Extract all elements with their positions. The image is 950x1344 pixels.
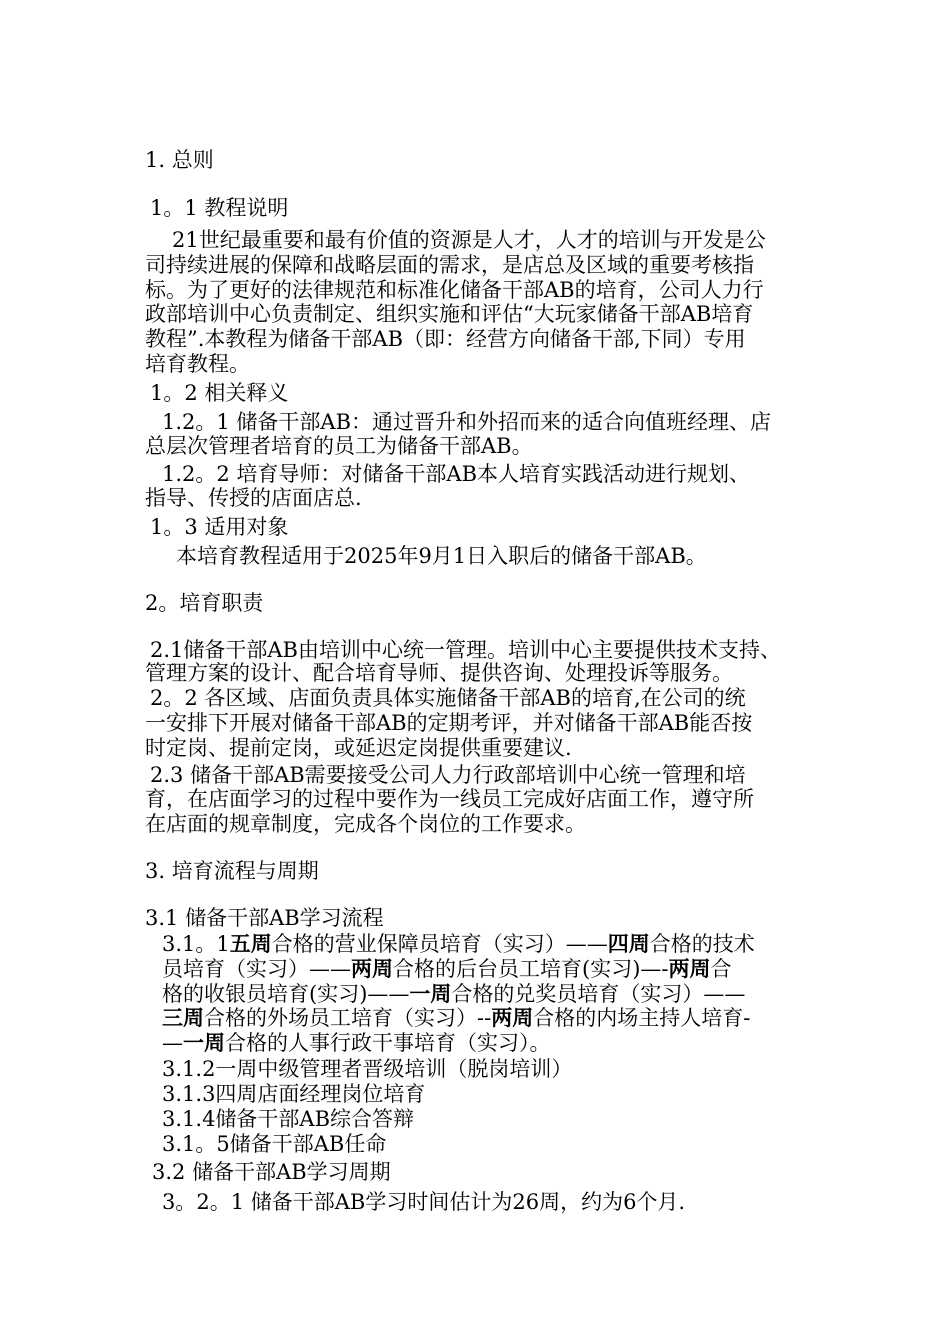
text-run: 合格的营业保障员培育（实习）——	[271, 932, 608, 956]
paragraph-line: 在店面的规章制度，完成各个岗位的工作要求。	[145, 812, 586, 836]
text-run: 合	[710, 957, 732, 981]
section-3-heading: 3. 培育流程与周期	[145, 859, 319, 883]
text-run: 合格的兑奖员培育（实习）——	[451, 982, 746, 1006]
section-1-heading: 1. 总则	[145, 148, 214, 172]
paragraph-line: 培育教程。	[145, 352, 250, 376]
paragraph-line: 1.2。1 储备干部AB：通过晋升和外招而来的适合向值班经理、店	[162, 410, 772, 434]
text-run: 合格的内场主持人培育-	[533, 1006, 751, 1030]
paragraph-line: 2.3 储备干部AB需要接受公司人力行政部培训中心统一管理和培	[150, 763, 746, 787]
paragraph-line: 标。为了更好的法律规范和标准化储备干部AB的培育，公司人力行	[145, 278, 764, 302]
bold-duration: 五周	[229, 931, 272, 956]
paragraph-line: 指导、传授的店面店总.	[145, 486, 362, 510]
paragraph-line: 教程”.本教程为储备干部AB（即：经营方向储备干部,下同）专用	[145, 327, 746, 351]
paragraph-line	[162, 931, 755, 957]
text-run: 合格的人事行政干事培育（实习）。	[225, 1031, 551, 1055]
paragraph-line: 1.2。2 培育导师：对储备干部AB本人培育实践活动进行规划、	[162, 462, 751, 486]
text-run: 合格的外场员工培育（实习）--	[204, 1006, 492, 1030]
section-1-2-heading: 1。2 相关释义	[150, 381, 289, 405]
paragraph-line	[162, 956, 731, 982]
bold-duration: 两周	[668, 956, 711, 981]
section-3-2-heading: 3.2 储备干部AB学习周期	[152, 1160, 391, 1184]
paragraph-line: 总层次管理者培育的员工为储备干部AB。	[145, 434, 533, 458]
paragraph-line: 司持续进展的保障和战略层面的需求，是店总及区域的重要考核指	[145, 253, 754, 277]
bold-duration: 一周	[409, 981, 452, 1006]
text-run: —	[162, 1031, 183, 1055]
list-item: 3.1。5储备干部AB任命	[162, 1132, 387, 1156]
text-run: 3.1。1	[162, 932, 230, 956]
paragraph-line: 2.1储备干部AB由培训中心统一管理。培训中心主要提供技术支持、	[150, 638, 781, 662]
paragraph-line: 政部培训中心负责制定、组织实施和评估“大玩家储备干部AB培育	[145, 302, 754, 326]
paragraph-line: 21世纪最重要和最有价值的资源是人才，人才的培训与开发是公	[172, 228, 766, 252]
bold-duration: 两周	[491, 1005, 534, 1030]
section-1-1-heading: 1。1 教程说明	[150, 196, 289, 220]
section-2-heading: 2。培育职责	[145, 591, 264, 615]
list-item: 3.1.2一周中级管理者晋级培训（脱岗培训）	[162, 1057, 573, 1081]
section-3-1-heading: 3.1 储备干部AB学习流程	[145, 906, 384, 930]
paragraph-line: 3。2。1 储备干部AB学习时间估计为26周，约为6个月.	[162, 1190, 686, 1214]
paragraph-line	[162, 1005, 750, 1031]
paragraph-line: 一安排下开展对储备干部AB的定期考评，并对储备干部AB能否按	[145, 711, 753, 735]
paragraph-line: 2。2 各区域、店面负责具体实施储备干部AB的培育,在公司的统	[150, 686, 746, 710]
bold-duration: 三周	[162, 1005, 204, 1030]
paragraph-line: 管理方案的设计、配合培育导师、提供咨询、处理投诉等服务。	[145, 661, 733, 685]
paragraph-line	[162, 1030, 551, 1056]
text-run: 格的收银员培育(实习)——	[162, 982, 410, 1006]
bold-duration: 四周	[607, 931, 650, 956]
list-item: 3.1.4储备干部AB综合答辩	[162, 1107, 415, 1131]
bold-duration: 两周	[351, 956, 393, 981]
text-run: 合格的技术	[649, 932, 755, 956]
text-run: 员培育（实习）——	[162, 957, 351, 981]
paragraph-line: 育，在店面学习的过程中要作为一线员工完成好店面工作，遵守所	[145, 787, 754, 811]
list-item: 3.1.3四周店面经理岗位培育	[162, 1082, 426, 1106]
text-run: 合格的后台员工培育(实习)—-	[393, 957, 669, 981]
paragraph-line: 本培育教程适用于2025年9月1日入职后的储备干部AB。	[176, 544, 707, 568]
bold-duration: 一周	[183, 1030, 225, 1055]
paragraph-line	[162, 981, 745, 1007]
section-1-3-heading: 1。3 适用对象	[150, 515, 289, 539]
paragraph-line: 时定岗、提前定岗，或延迟定岗提供重要建议.	[145, 736, 572, 760]
